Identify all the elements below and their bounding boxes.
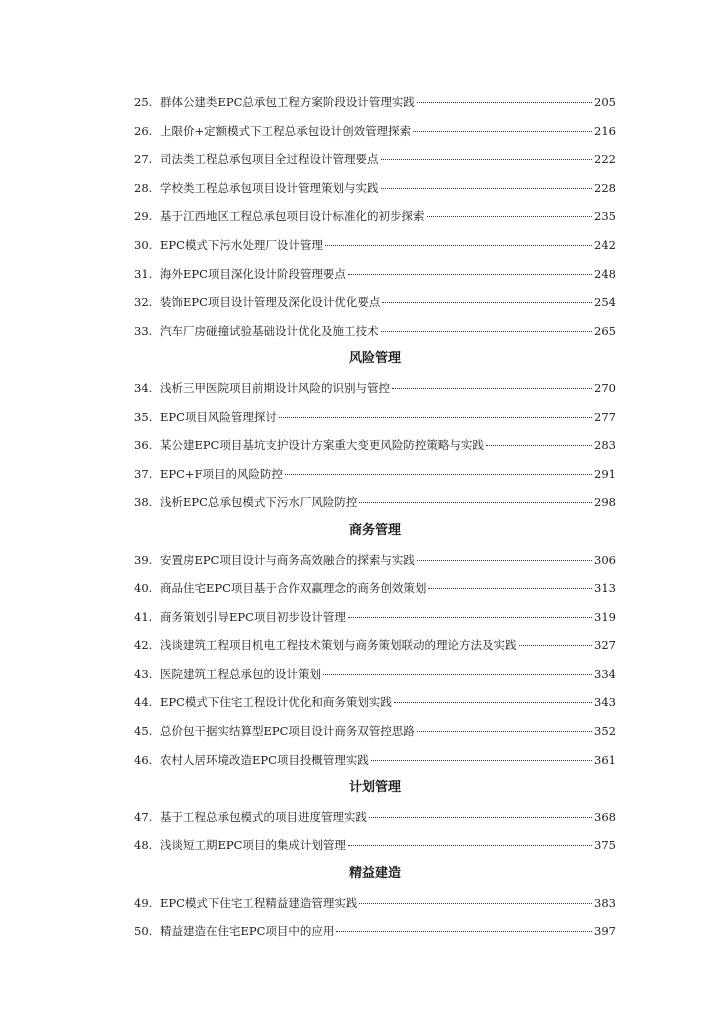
dot-leader (428, 588, 592, 589)
toc-entry[interactable] (134, 317, 616, 346)
entry-page-number: 222 (594, 152, 616, 167)
entry-number: 47. (134, 809, 153, 824)
entry-title: 农村人居环境改造EPC项目投概管理实践 (160, 752, 369, 767)
entry-number: 29. (134, 209, 153, 224)
toc-entry[interactable] (134, 746, 616, 775)
dot-leader (359, 903, 592, 904)
dot-leader (348, 845, 592, 846)
dot-leader (348, 617, 592, 618)
entry-title: 总价包干据实结算型EPC项目设计商务双管控思路 (160, 724, 415, 739)
toc-entry[interactable] (134, 231, 616, 260)
entry-page-number: 368 (594, 809, 616, 824)
entry-page-number: 383 (594, 895, 616, 910)
entry-title: 精益建造在住宅EPC项目中的应用 (160, 924, 335, 939)
section-heading: 商务管理 (348, 522, 401, 538)
toc-entry[interactable] (134, 117, 616, 146)
entry-title: 浅谈短工期EPC项目的集成计划管理 (160, 838, 346, 853)
entry-number: 25. (134, 95, 153, 109)
toc-entry[interactable] (134, 145, 616, 174)
entry-page-number: 343 (594, 695, 616, 710)
entry-number: 49. (134, 895, 153, 910)
entry-title: 群体公建类EPC总承包工程方案阶段设计管理实践 (160, 95, 415, 109)
entry-number: 50. (134, 924, 153, 939)
entry-title: 基于工程总承包模式的项目进度管理实践 (160, 809, 367, 824)
entry-number: 39. (134, 552, 153, 567)
dot-leader (279, 417, 592, 418)
entry-number: 45. (134, 724, 153, 739)
dot-leader (417, 731, 592, 732)
entry-title: 安置房EPC项目设计与商务高效融合的探索与实践 (160, 552, 415, 567)
toc-entry[interactable] (134, 717, 616, 746)
entry-number: 35. (134, 409, 153, 424)
dot-leader (394, 702, 592, 703)
dot-leader (392, 388, 592, 389)
toc-entry[interactable] (134, 88, 616, 117)
entry-title: 司法类工程总承包项目全过程设计管理要点 (160, 152, 379, 167)
dot-leader (285, 474, 592, 475)
toc-entry[interactable] (134, 917, 616, 946)
entry-number: 41. (134, 609, 153, 624)
toc-entry[interactable] (134, 631, 616, 660)
entry-page-number: 277 (594, 409, 616, 424)
entry-title: EPC模式下污水处理厂设计管理 (160, 237, 323, 252)
toc-entry[interactable] (134, 260, 616, 289)
entry-page-number: 298 (594, 495, 616, 510)
entry-page-number: 205 (594, 95, 616, 109)
section-heading: 风险管理 (348, 351, 401, 367)
toc-entry[interactable] (134, 374, 616, 403)
section-heading: 计划管理 (348, 780, 401, 796)
toc-entry[interactable] (134, 688, 616, 717)
entry-page-number: 270 (594, 380, 616, 395)
dot-leader (381, 188, 593, 189)
entry-page-number: 361 (594, 752, 616, 767)
entry-page-number: 235 (594, 209, 616, 224)
entry-number: 43. (134, 666, 153, 681)
entry-number: 30. (134, 237, 153, 252)
toc-entry[interactable] (134, 889, 616, 918)
entry-page-number: 327 (594, 638, 616, 653)
entry-title: EPC模式下住宅工程精益建造管理实践 (160, 895, 358, 910)
entry-page-number: 375 (594, 838, 616, 853)
entry-number: 44. (134, 695, 153, 710)
section-heading: 精益建造 (348, 866, 401, 882)
entry-title: 基于江西地区工程总承包项目设计标准化的初步探索 (160, 209, 425, 224)
entry-title: 商务策划引导EPC项目初步设计管理 (160, 609, 346, 624)
toc-entry[interactable] (134, 488, 616, 517)
entry-title: 浅析三甲医院项目前期设计风险的识别与管控 (160, 380, 390, 395)
toc-entry[interactable] (134, 660, 616, 689)
dot-leader (381, 159, 593, 160)
entry-number: 36. (134, 438, 153, 453)
toc-entry[interactable] (134, 431, 616, 460)
entry-title: 学校类工程总承包项目设计管理策划与实践 (160, 180, 379, 195)
entry-page-number: 334 (594, 666, 616, 681)
entry-title: 医院建筑工程总承包的设计策划 (160, 666, 321, 681)
entry-title: EPC+F项目的风险防控 (160, 466, 284, 481)
toc-entry[interactable] (134, 288, 616, 317)
entry-page-number: 306 (594, 552, 616, 567)
entry-page-number: 283 (594, 438, 616, 453)
entry-page-number: 254 (594, 295, 616, 310)
entry-page-number: 248 (594, 266, 616, 281)
dot-leader (348, 274, 592, 275)
entry-number: 32. (134, 295, 153, 310)
entry-number: 33. (134, 323, 153, 338)
dot-leader (371, 760, 592, 761)
toc-entry[interactable] (134, 403, 616, 432)
entry-title: EPC模式下住宅工程设计优化和商务策划实践 (160, 695, 392, 710)
entry-number: 46. (134, 752, 153, 767)
entry-number: 42. (134, 638, 153, 653)
dot-leader (336, 931, 592, 932)
toc-entry[interactable] (134, 831, 616, 860)
toc-entry[interactable] (134, 803, 616, 832)
dot-leader (323, 674, 592, 675)
entry-title: 装饰EPC项目设计管理及深化设计优化要点 (160, 295, 381, 310)
table-of-contents (134, 88, 616, 946)
entry-page-number: 397 (594, 924, 616, 939)
entry-number: 48. (134, 838, 153, 853)
entry-number: 28. (134, 180, 153, 195)
entry-title: 海外EPC项目深化设计阶段管理要点 (160, 266, 346, 281)
entry-number: 31. (134, 266, 153, 281)
entry-page-number: 216 (594, 123, 616, 138)
entry-number: 38. (134, 495, 153, 510)
dot-leader (325, 245, 592, 246)
dot-leader (486, 445, 592, 446)
entry-number: 40. (134, 581, 153, 596)
entry-page-number: 313 (594, 581, 616, 596)
entry-number: 26. (134, 123, 153, 138)
dot-leader (417, 102, 592, 103)
toc-entry[interactable] (134, 574, 616, 603)
entry-title: 某公建EPC项目基坑支护设计方案重大变更风险防控策略与实践 (160, 438, 484, 453)
entry-title: EPC项目风险管理探讨 (160, 409, 277, 424)
entry-title: 浅谈建筑工程项目机电工程技术策划与商务策划联动的理论方法及实践 (160, 638, 517, 653)
toc-entry[interactable] (134, 202, 616, 231)
entry-page-number: 319 (594, 609, 616, 624)
entry-title: 汽车厂房碰撞试验基础设计优化及施工技术 (160, 323, 379, 338)
dot-leader (519, 645, 593, 646)
entry-page-number: 228 (594, 180, 616, 195)
toc-entry[interactable] (134, 603, 616, 632)
entry-number: 27. (134, 152, 153, 167)
toc-entry[interactable] (134, 546, 616, 575)
dot-leader (427, 216, 593, 217)
toc-entry[interactable] (134, 460, 616, 489)
entry-title: 上限价+定额模式下工程总承包设计创效管理探索 (160, 123, 412, 138)
dot-leader (369, 817, 592, 818)
dot-leader (359, 502, 592, 503)
entry-page-number: 352 (594, 724, 616, 739)
dot-leader (382, 302, 592, 303)
entry-page-number: 291 (594, 466, 616, 481)
dot-leader (381, 331, 593, 332)
entry-page-number: 265 (594, 323, 616, 338)
dot-leader (417, 560, 592, 561)
toc-entry[interactable] (134, 174, 616, 203)
entry-number: 37. (134, 466, 153, 481)
entry-title: 商品住宅EPC项目基于合作双赢理念的商务创效策划 (160, 581, 427, 596)
entry-number: 34. (134, 380, 153, 395)
dot-leader (413, 131, 592, 132)
entry-title: 浅析EPC总承包模式下污水厂风险防控 (160, 495, 358, 510)
entry-page-number: 242 (594, 237, 616, 252)
